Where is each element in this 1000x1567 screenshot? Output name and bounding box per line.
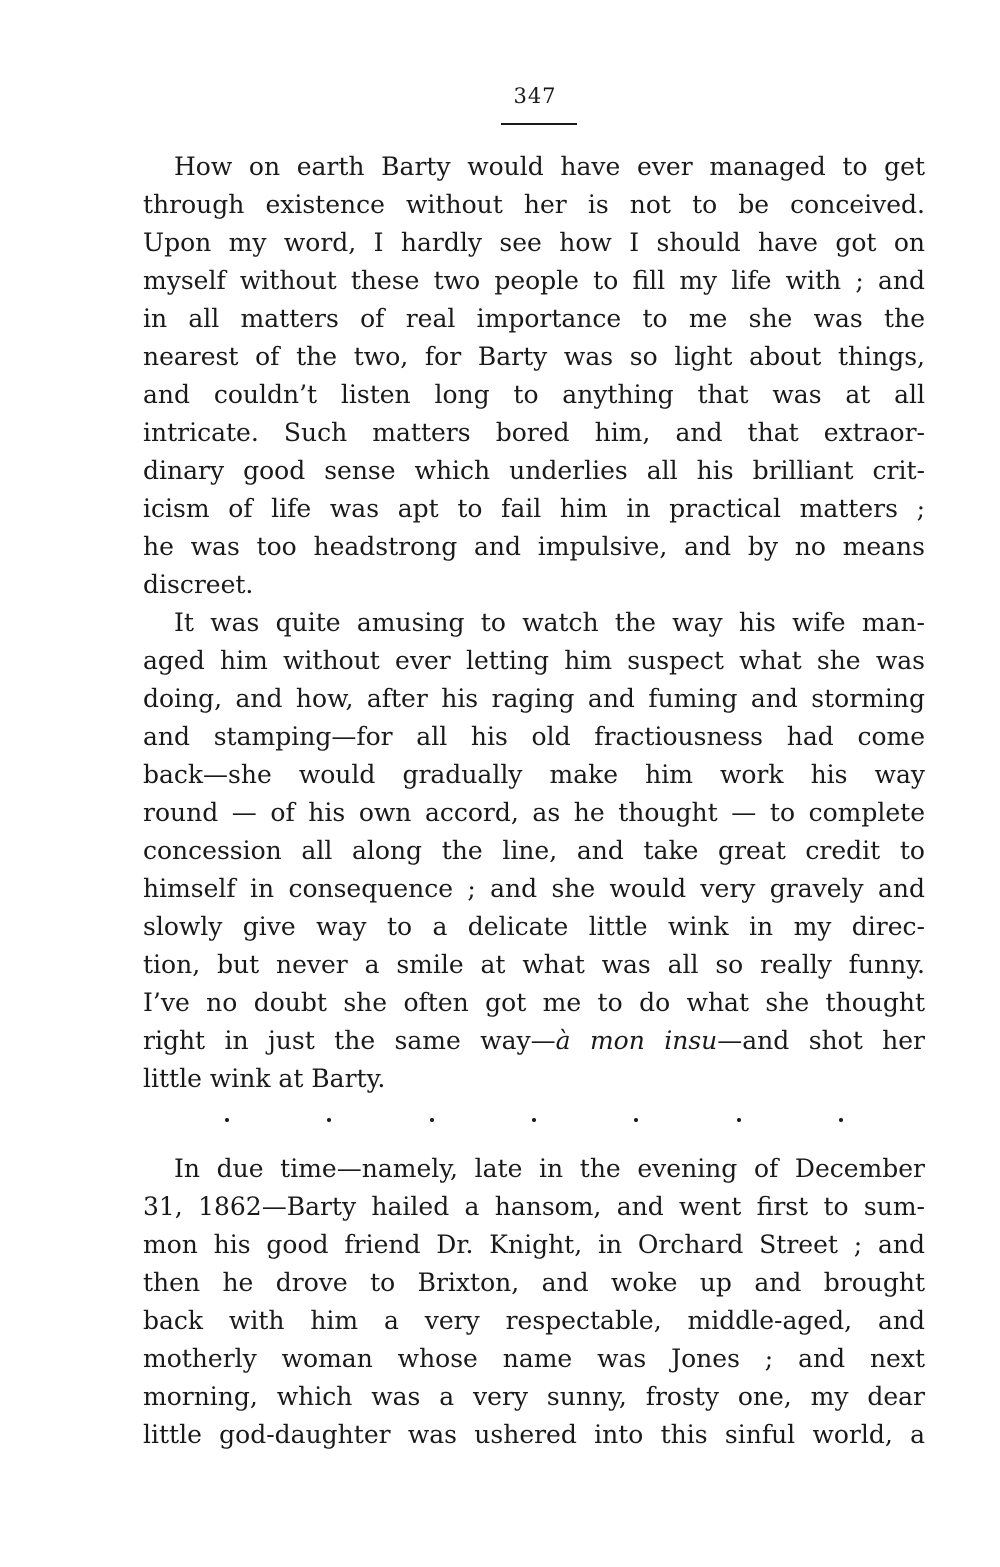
paragraph-1 [143, 148, 925, 604]
paragraph-3 [143, 1150, 925, 1454]
text-line: motherly woman whose name was Jones ; and next [143, 1344, 925, 1373]
text-line: It was quite amusing to watch the way his wife man- [174, 608, 925, 637]
ellipsis-dot [225, 1118, 229, 1122]
text-line: icism of life was apt to fail him in practical matters ; [143, 494, 925, 523]
text-line: aged him without ever letting him suspect what she was [143, 646, 925, 675]
text-line: back—she would gradually make him work his way [143, 760, 925, 789]
section-break-dots [143, 1100, 925, 1138]
text-line: then he drove to Brixton, and woke up and brought [143, 1268, 925, 1297]
ellipsis-dot [532, 1118, 536, 1122]
ellipsis-dot [634, 1118, 638, 1122]
ellipsis-dot [327, 1118, 331, 1122]
text-line: he was too headstrong and impulsive, and by no means [143, 532, 925, 561]
text-line: I’ve no doubt she often got me to do what she thought [143, 988, 925, 1017]
paragraph-2 [143, 604, 925, 1098]
ellipsis-dot [839, 1118, 843, 1122]
text-line: in all matters of real importance to me she was the [143, 304, 925, 333]
text-line: doing, and how, after his raging and fuming and storming [143, 684, 925, 713]
text-line: In due time—namely, late in the evening of December [174, 1154, 925, 1183]
spacer [143, 1136, 925, 1150]
text-line: morning, which was a very sunny, frosty one, my dear [143, 1382, 925, 1411]
text-run: right in just the same way— [143, 1026, 556, 1055]
text-line: round — of his own accord, as he thought — to complete [143, 798, 925, 827]
text-line: through existence without her is not to be conceived. [143, 190, 925, 219]
text-line: tion, but never a smile at what was all so really funny. [143, 950, 925, 979]
text-line: concession all along the line, and take great credit to [143, 836, 925, 865]
text-line-italic [143, 1022, 925, 1060]
text-line: little wink at Barty. [143, 1064, 386, 1093]
text-line: and couldn’t listen long to anything that was at all [143, 380, 925, 409]
body-text [143, 148, 925, 1454]
text-line: dinary good sense which underlies all his brilliant crit- [143, 456, 925, 485]
page-number: 347 [513, 84, 557, 108]
ellipsis-dot [737, 1118, 741, 1122]
text-line: myself without these two people to fill my life with ; and [143, 266, 925, 295]
page-number-rule [501, 123, 577, 125]
ellipsis-dot [430, 1118, 434, 1122]
text-run: —and shot her [717, 1026, 926, 1055]
text-line: nearest of the two, for Barty was so light about things, [143, 342, 925, 371]
text-line: and stamping—for all his old fractiousness had come [143, 722, 925, 751]
italic-phrase: à mon insu [555, 1026, 718, 1055]
text-line: intricate. Such matters bored him, and that extraor- [143, 418, 925, 447]
text-line: back with him a very respectable, middle-aged, and [143, 1306, 925, 1335]
text-line: Upon my word, I hardly see how I should have got on [143, 228, 925, 257]
text-line: How on earth Barty would have ever managed to get [174, 152, 925, 181]
text-line: little god-daughter was ushered into this sinful world, a [143, 1420, 925, 1449]
text-line: slowly give way to a delicate little wink in my direc- [143, 912, 925, 941]
text-line: himself in consequence ; and she would very gravely and [143, 874, 925, 903]
text-line: mon his good friend Dr. Knight, in Orchard Street ; and [143, 1230, 925, 1259]
text-line: discreet. [143, 570, 254, 599]
text-line: 31, 1862—Barty hailed a hansom, and went first to sum- [143, 1192, 925, 1221]
